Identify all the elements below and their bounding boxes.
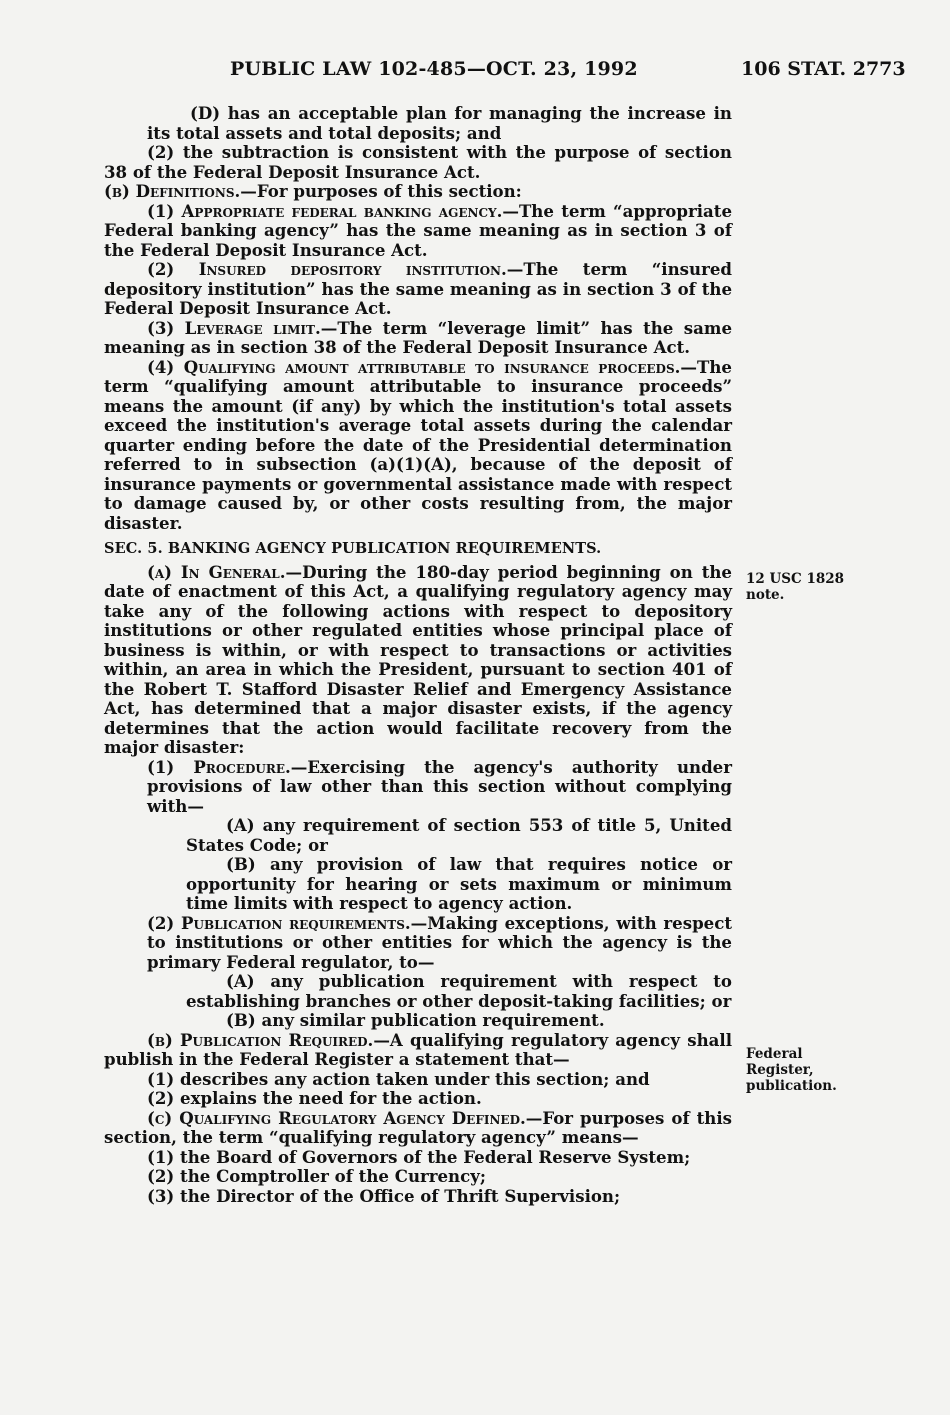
paragraph-d: (D) has an acceptable plan for managing the increase in its total assets and total deposits; and	[147, 103, 732, 143]
paragraph-b-definitions	[104, 182, 732, 202]
paragraph-publication-b: (B) any similar publication requirement.	[226, 1010, 605, 1030]
margin-note-fr-line2: Register,	[746, 1062, 814, 1078]
paragraph-b-publication-required	[104, 1031, 732, 1070]
text-definitions: —For purposes of this section:	[240, 181, 522, 201]
text-def-3: —The term “leverage limit” has the same meaning as in section 38 of the Federal Deposit Insurance Act.	[104, 317, 732, 357]
heading-def-1: (1) Appropriate federal banking agency.	[147, 200, 503, 221]
heading-publication-required: (b) Publication Required.	[147, 1029, 374, 1050]
margin-note-usc	[746, 571, 844, 603]
paragraph-def-1	[104, 202, 732, 261]
heading-def-2: (2) Insured depository institution.	[147, 259, 507, 279]
text-qualifying-agency: —For purposes of this section, the term “qualifying regulatory agency” means—	[104, 1107, 732, 1147]
text-in-general: —During the 180-day period beginning on the date of enactment of this Act, a qualifying regulatory agency may take any of the following actions with respect to depository institutions or other regulated entities whose principal place of business is within, or with respect to transactions or activities within, an area in which the President, pursuant to section 401 of the Robert T. Stafford Disaster Relief and Emergency Assistance Act, has determined that a major disaster exists, if the agency determines that the action would facilitate recovery from the major disaster:	[104, 561, 732, 757]
paragraph-comptroller: (2) the Comptroller of the Currency;	[147, 1166, 486, 1186]
paragraph-procedure-a: (A) any requirement of section 553 of title 5, United States Code; or	[186, 815, 732, 855]
paragraph-2: (2) the subtraction is consistent with the purpose of section 38 of the Federal Deposit Insurance Act.	[104, 142, 732, 182]
paragraph-publication-requirements	[104, 914, 732, 973]
statute-text	[104, 104, 732, 1206]
text-def-4: —The term “qualifying amount attributable to insurance proceeds” means the amount (if any) by which the institution's total assets exceed the institution's average total assets during the calendar quarter ending before the date of the Presidential determination referred to in subsection (a)(1)(A), because of the deposit of insurance payments or governmental assistance made with respect to damage caused by, or other costs resulting from, the major disaster.	[104, 356, 732, 533]
paragraph-a-in-general	[104, 563, 732, 758]
text-def-2: —The term “insured depository institution” has the same meaning as in section 3 of the Federal Deposit Insurance Act.	[104, 259, 732, 318]
section-5-heading: SEC. 5. BANKING AGENCY PUBLICATION REQUIREMENTS.	[104, 540, 602, 557]
heading-publication-requirements: (2) Publication requirements.	[147, 912, 411, 933]
paragraph-explains: (2) explains the need for the action.	[147, 1088, 482, 1108]
margin-note-fr-line1: Federal	[746, 1046, 803, 1062]
heading-def-4: (4) Qualifying amount attributable to insurance proceeds.	[147, 356, 681, 377]
margin-note-usc-line1: 12 USC 1828	[746, 571, 845, 587]
margin-note-usc-line2: note.	[746, 587, 785, 603]
margin-note-federal-register	[746, 1046, 837, 1094]
text-procedure: —Exercising the agency's authority under provisions of law other than this section without complying with—	[147, 756, 732, 816]
heading-in-general: (a) In General.	[147, 561, 286, 582]
paragraph-procedure-b: (B) any provision of law that requires notice or opportunity for hearing or sets maximum or minimum time limits with respect to agency action.	[186, 854, 732, 913]
heading-procedure: (1) Procedure.	[147, 756, 291, 777]
heading-qualifying-agency: (c) Qualifying Regulatory Agency Defined.	[147, 1107, 526, 1128]
paragraph-def-2	[104, 260, 732, 319]
paragraph-c-qualifying-agency	[104, 1109, 732, 1148]
paragraph-board-of-governors: (1) the Board of Governors of the Federal Reserve System;	[147, 1146, 691, 1167]
paragraph-procedure	[104, 758, 732, 817]
heading-definitions: (b) Definitions.	[104, 181, 241, 201]
paragraph-describes: (1) describes any action taken under this section; and	[147, 1068, 650, 1089]
page-header-stat: 106 STAT. 2773	[741, 58, 906, 80]
text-publication-requirements: —Making exceptions, with respect to institutions or other entities for which the agency is the primary Federal regulator, to—	[147, 912, 732, 972]
heading-def-3: (3) Leverage limit.	[147, 317, 321, 338]
page-header-title: PUBLIC LAW 102-485—OCT. 23, 1992	[230, 58, 638, 80]
paragraph-def-3	[104, 319, 732, 358]
paragraph-thrift-director: (3) the Director of the Office of Thrift Supervision;	[147, 1185, 621, 1206]
text-publication-required: —A qualifying regulatory agency shall publish in the Federal Register a statement that—	[104, 1029, 732, 1069]
paragraph-publication-a: (A) any publication requirement with respect to establishing branches or other deposit-taking facilities; or	[186, 971, 732, 1011]
margin-note-fr-line3: publication.	[746, 1078, 837, 1094]
text-def-1: —The term “appropriate Federal banking agency” has the same meaning as in section 3 of the Federal Deposit Insurance Act.	[104, 200, 732, 260]
paragraph-def-4	[104, 358, 732, 534]
